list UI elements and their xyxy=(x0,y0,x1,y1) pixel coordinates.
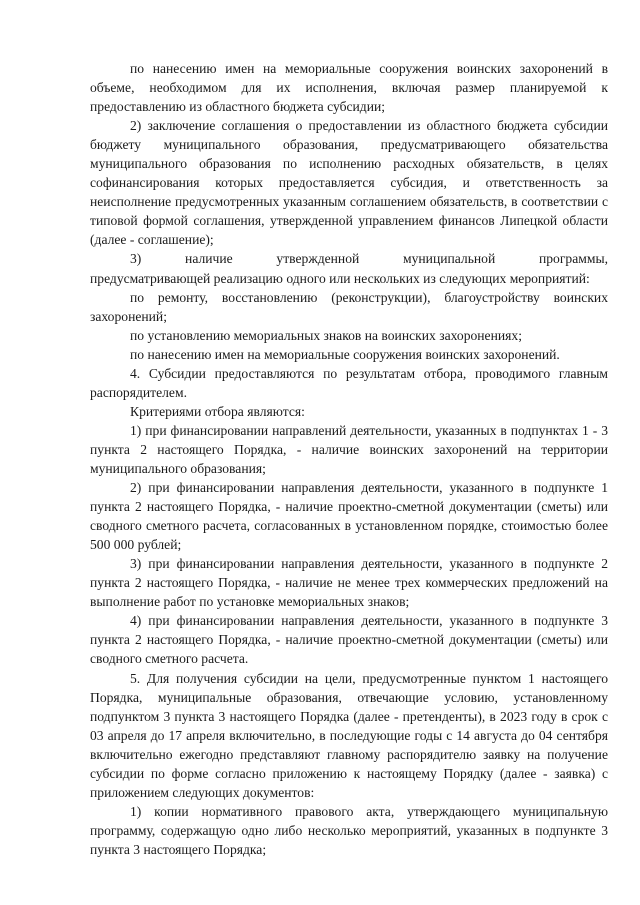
word: наличие xyxy=(185,251,233,267)
word: программы, xyxy=(538,251,608,267)
paragraph: 3) при финансировании направления деятельности, указанного в подпункте 2 пункта 2 настоящего Порядка, - наличие не менее трех коммерческих предложений на выполнение работ по установке мемориальных знаков; xyxy=(90,556,608,610)
paragraph: 2) заключение соглашения о предоставлении из областного бюджета субсидии бюджету муниципального образования, предусматривающего обязательства муниципального образования по исполнению расходных обязательств, в целях софинансирования которых предоставляется субсидия, и ответственность за неисполнение предусмотренных указанным соглашением обязательств, в соответствии с типовой формой соглашения, утвержденной управлением финансов Липецкой области (далее - соглашение); xyxy=(90,118,608,248)
paragraph: по установлению мемориальных знаков на воинских захоронениях; xyxy=(130,327,522,343)
paragraph-continuation: предусматривающей реализацию одного или нескольких из следующих мероприятий: xyxy=(90,270,590,286)
paragraph: 1) копии нормативного правового акта, утверждающего муниципальную программу, содержащую одно либо несколько мероприятий, указанных в подпункте 3 пункта 3 настоящего Порядка; xyxy=(90,803,608,857)
paragraph: по нанесению имен на мемориальные сооружения воинских захоронений. xyxy=(130,346,560,362)
paragraph-spread-line xyxy=(90,249,608,268)
paragraph: 4) при финансировании направления деятельности, указанного в подпункте 3 пункта 2 настоящего Порядка, - наличие проектно-сметной документации (сметы) или сводного сметного расчета. xyxy=(90,613,608,667)
paragraph: 4. Субсидии предоставляются по результатам отбора, проводимого главным распорядителем. xyxy=(90,365,608,400)
word: утвержденной xyxy=(276,251,360,267)
document-page xyxy=(90,59,608,859)
word: 3) xyxy=(130,251,142,267)
paragraph: по ремонту, восстановлению (реконструкции), благоустройству воинских захоронений; xyxy=(90,289,608,324)
paragraph: Критериями отбора являются: xyxy=(130,403,305,419)
word: муниципальной xyxy=(403,251,496,267)
paragraph: 5. Для получения субсидии на цели, предусмотренные пунктом 1 настоящего Порядка, муниципальные образования, отвечающие условию, установленному подпунктом 3 пункта 3 настоящего Порядка (далее - претенденты), в 2023 году в срок с 03 апреля до 17 апреля включительно, в последующие годы с 14 августа до 04 сентября включительно ежегодно представляют главному распорядителю заявку на получение субсидии по форме согласно приложению к настоящему Порядку (далее - заявка) с приложением следующих документов: xyxy=(90,670,608,800)
paragraph: 2) при финансировании направления деятельности, указанного в подпункте 1 пункта 2 настоящего Порядка, - наличие проектно-сметной документации (сметы) или сводного сметного расчета, согласованных в установленном порядке, стоимостью более 500 000 рублей; xyxy=(90,480,608,553)
paragraph: по нанесению имен на мемориальные сооружения воинских захоронений в объеме, необходимом для их исполнения, включая размер планируемой к предоставлению из областного бюджета субсидии; xyxy=(90,61,608,115)
paragraph: 1) при финансировании направлений деятельности, указанных в подпунктах 1 - 3 пункта 2 настоящего Порядка, - наличие воинских захоронений на территории муниципального образования; xyxy=(90,422,608,476)
